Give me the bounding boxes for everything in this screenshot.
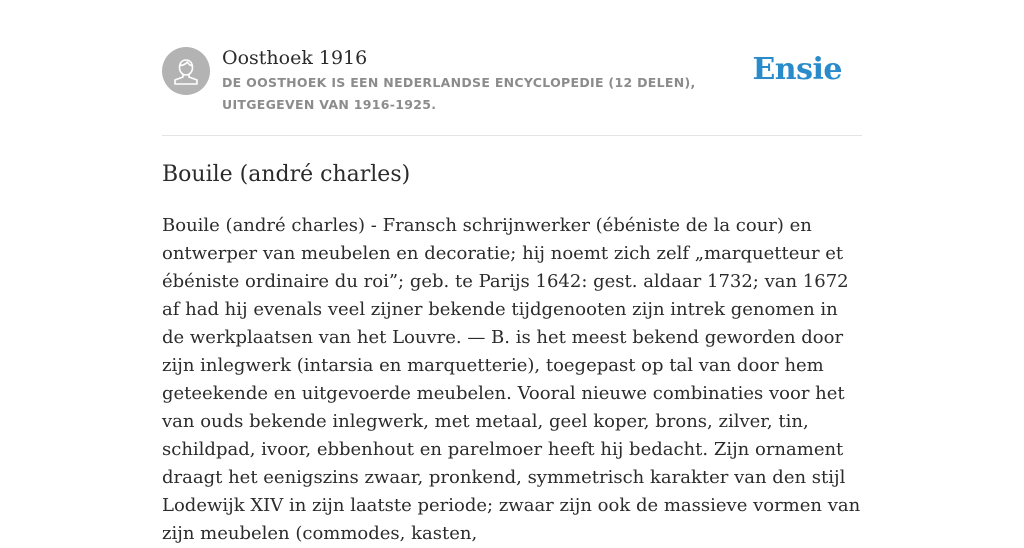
entry-body: Bouile (andré charles) - Fransch schrijnwerker (ébéniste de la cour) en ontwerper van meubelen en decoratie; hij noemt zich zelf „marquetteur et ébéniste ordinaire du roi”; geb. te Parijs 1642: gest. aldaar 1732; van 1672 af had hij evenals veel zijner bekende tijdgenooten zijn intrek genomen in de werkplaatsen van het Louvre. — B. is het meest bekend geworden door zijn inlegwerk (intarsia en marquetterie), toegepast op tal van door hem geteekende en uitgevoerde meubelen. Vooral nieuwe combinaties voor het van ouds bekende inlegwerk, met metaal, geel koper, brons, zilver, tin, schildpad, ivoor, ebbenhout en parelmoer heeft hij bedacht. Zijn ornament draagt het eenigszins zwaar, pronkend, symmetrisch karakter van den stijl Lodewijk XIV in zijn laatste periode; zwaar zijn ook de massieve vormen van zijn meubelen (commodes, kasten, bbox=[162, 215, 861, 544]
source-description: DE OOSTHOEK IS EEN NEDERLANDSE ENCYCLOPEDIE (12 DELEN), UITGEGEVEN VAN 1916-1925. bbox=[222, 75, 696, 112]
entry-title: Bouile (andré charles) bbox=[162, 162, 411, 187]
source-header bbox=[162, 0, 862, 136]
brand-logo[interactable]: Ensie bbox=[752, 52, 842, 87]
user-icon bbox=[162, 47, 210, 95]
source-title[interactable]: Oosthoek 1916 bbox=[222, 47, 368, 69]
source-avatar[interactable] bbox=[162, 47, 210, 95]
page-container bbox=[162, 0, 862, 544]
